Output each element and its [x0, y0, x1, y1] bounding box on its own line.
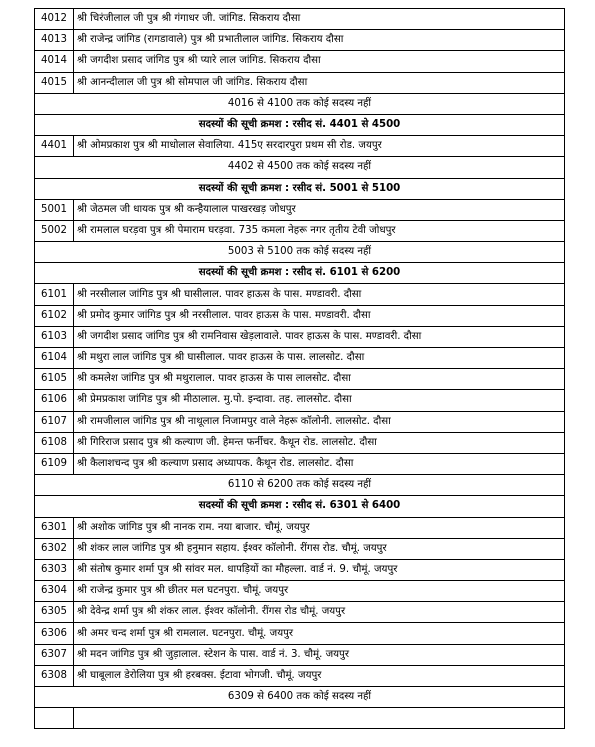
- receipt-number: 6108: [35, 432, 74, 453]
- range-note-row: [35, 157, 565, 178]
- member-row: [35, 51, 565, 72]
- member-details: श्री शंकर लाल जांगिड पुत्र श्री हनुमान सहाय. ईश्वर कॉलोनी. रींगस रोड. चौमूं. जयपुर: [74, 538, 565, 559]
- member-details: श्री प्रमोद कुमार जांगिड पुत्र श्री नरसीलाल. पावर हाऊस के पास. मण्डावरी. दौसा: [74, 305, 565, 326]
- receipt-number: 6304: [35, 581, 74, 602]
- member-row: [35, 369, 565, 390]
- member-details: श्री मदन जांगिड पुत्र श्री जुड़ालाल. स्टेशन के पास. वार्ड नं. 3. चौमूं. जयपुर: [74, 644, 565, 665]
- range-note: 5003 से 5100 तक कोई सदस्य नहीं: [35, 242, 565, 263]
- receipt-number: 6102: [35, 305, 74, 326]
- member-row: [35, 284, 565, 305]
- member-row: [35, 602, 565, 623]
- blank-cell: [35, 708, 74, 729]
- member-details: श्री राजेन्द्र कुमार पुत्र श्री छीतर मल घटनपुरा. चौमूं. जयपुर: [74, 581, 565, 602]
- member-details: श्री जगदीश प्रसाद जांगिड पुत्र श्री प्यारे लाल जांगिड. सिकराय दौसा: [74, 51, 565, 72]
- member-details: श्री संतोष कुमार शर्मा पुत्र श्री सांवर मल. धापड़ियों का मौहल्ला. वार्ड नं. 9. चौमूं. जयपुर: [74, 559, 565, 580]
- member-details: श्री आनन्दीलाल जी पुत्र श्री सोमपाल जी जांगिड. सिकराय दौसा: [74, 72, 565, 93]
- receipt-number: 6307: [35, 644, 74, 665]
- receipt-number: 6104: [35, 348, 74, 369]
- range-note: 6309 से 6400 तक कोई सदस्य नहीं: [35, 687, 565, 708]
- receipt-number: 4014: [35, 51, 74, 72]
- member-row: [35, 538, 565, 559]
- blank-row: [35, 708, 565, 729]
- member-row: [35, 326, 565, 347]
- member-row: [35, 72, 565, 93]
- receipt-number: 4013: [35, 30, 74, 51]
- range-note: 6110 से 6200 तक कोई सदस्य नहीं: [35, 475, 565, 496]
- range-note-row: [35, 475, 565, 496]
- receipt-number: 6301: [35, 517, 74, 538]
- section-heading: सदस्यों की सूची क्रमश : रसीद सं. 6301 से 6400: [35, 496, 565, 517]
- range-note: 4402 से 4500 तक कोई सदस्य नहीं: [35, 157, 565, 178]
- receipt-number: 6305: [35, 602, 74, 623]
- member-details: श्री कैलाशचन्द पुत्र श्री कल्याण प्रसाद अध्यापक. कैथून रोड. लालसोट. दौसा: [74, 453, 565, 474]
- member-details: श्री नरसीलाल जांगिड पुत्र श्री घासीलाल. पावर हाऊस के पास. मण्डावरी. दौसा: [74, 284, 565, 305]
- section-heading-row: [35, 178, 565, 199]
- member-details: श्री ओमप्रकाश पुत्र श्री माधोलाल सेवालिया. 415ए सरदारपुरा प्रथम सी रोड. जयपुर: [74, 136, 565, 157]
- receipt-number: 6107: [35, 411, 74, 432]
- member-row: [35, 623, 565, 644]
- receipt-number: 6105: [35, 369, 74, 390]
- receipt-number: 6302: [35, 538, 74, 559]
- member-row: [35, 432, 565, 453]
- section-heading: सदस्यों की सूची क्रमश : रसीद सं. 6101 से 6200: [35, 263, 565, 284]
- member-details: श्री अमर चन्द शर्मा पुत्र श्री रामलाल. घटनपुरा. चौमूं. जयपुर: [74, 623, 565, 644]
- receipt-number: 6101: [35, 284, 74, 305]
- section-heading: सदस्यों की सूची क्रमश : रसीद सं. 5001 से 5100: [35, 178, 565, 199]
- section-heading-row: [35, 496, 565, 517]
- member-row: [35, 9, 565, 30]
- member-row: [35, 136, 565, 157]
- member-row: [35, 665, 565, 686]
- receipt-number: 6109: [35, 453, 74, 474]
- member-row: [35, 411, 565, 432]
- receipt-number: 6306: [35, 623, 74, 644]
- member-details: श्री प्रेमप्रकाश जांगिड पुत्र श्री मीठालाल. मु.पो. इन्दावा. तह. लालसोट. दौसा: [74, 390, 565, 411]
- member-details: श्री अशोक जांगिड पुत्र श्री नानक राम. नया बाजार. चौमूं. जयपुर: [74, 517, 565, 538]
- member-details: श्री गिरिराज प्रसाद पुत्र श्री कल्याण जी. हेमन्त फर्नीचर. कैथून रोड. लालसोट. दौसा: [74, 432, 565, 453]
- receipt-number: 4401: [35, 136, 74, 157]
- range-note-row: [35, 242, 565, 263]
- member-details: श्री देवेन्द्र शर्मा पुत्र श्री शंकर लाल. ईश्वर कॉलोनी. रींगस रोड चौमूं. जयपुर: [74, 602, 565, 623]
- member-row: [35, 517, 565, 538]
- member-row: [35, 453, 565, 474]
- member-details: श्री कमलेश जांगिड पुत्र श्री मथुरालाल. पावर हाऊस के पास लालसोट. दौसा: [74, 369, 565, 390]
- member-row: [35, 220, 565, 241]
- section-heading-row: [35, 263, 565, 284]
- member-details: श्री रामजीलाल जांगिड पुत्र श्री नाथूलाल निजामपुर वाले नेहरू कॉलोनी. लालसोट. दौसा: [74, 411, 565, 432]
- member-details: श्री रामलाल घरड़वा पुत्र श्री पेमाराम घरड़वा. 735 कमला नेहरू नगर तृतीय टेवी जोधपुर: [74, 220, 565, 241]
- member-details: श्री जगदीश प्रसाद जांगिड पुत्र श्री रामनिवास खेड़लावाले. पावर हाऊस के पास. मण्डावरी. दौसा: [74, 326, 565, 347]
- range-note-row: [35, 687, 565, 708]
- member-row: [35, 199, 565, 220]
- range-note: 4016 से 4100 तक कोई सदस्य नहीं: [35, 93, 565, 114]
- section-heading: सदस्यों की सूची क्रमश : रसीद सं. 4401 से 4500: [35, 114, 565, 135]
- member-row: [35, 581, 565, 602]
- receipt-number: 6106: [35, 390, 74, 411]
- member-row: [35, 390, 565, 411]
- section-heading-row: [35, 114, 565, 135]
- member-list-body: [35, 9, 565, 729]
- receipt-number: 6303: [35, 559, 74, 580]
- blank-cell: [74, 708, 565, 729]
- receipt-number: 5001: [35, 199, 74, 220]
- member-row: [35, 644, 565, 665]
- member-row: [35, 30, 565, 51]
- member-list-table: [34, 8, 565, 729]
- range-note-row: [35, 93, 565, 114]
- member-details: श्री घाबूलाल डेरोलिया पुत्र श्री हरबक्स. ईटावा भोगजी. चौमूं. जयपुर: [74, 665, 565, 686]
- member-details: श्री मथुरा लाल जांगिड पुत्र श्री घासीलाल. पावर हाऊस के पास. लालसोट. दौसा: [74, 348, 565, 369]
- member-details: श्री जेठमल जी धायक पुत्र श्री कन्हैयालाल पाखरखड़ जोधपुर: [74, 199, 565, 220]
- member-details: श्री चिरंजीलाल जी पुत्र श्री गंगाधर जी. जांगिड. सिकराय दौसा: [74, 9, 565, 30]
- member-details: श्री राजेन्द्र जांगिड (रागडावाले) पुत्र श्री प्रभातीलाल जांगिड. सिकराय दौसा: [74, 30, 565, 51]
- receipt-number: 6103: [35, 326, 74, 347]
- receipt-number: 6308: [35, 665, 74, 686]
- receipt-number: 4012: [35, 9, 74, 30]
- member-row: [35, 559, 565, 580]
- receipt-number: 4015: [35, 72, 74, 93]
- member-row: [35, 348, 565, 369]
- receipt-number: 5002: [35, 220, 74, 241]
- member-row: [35, 305, 565, 326]
